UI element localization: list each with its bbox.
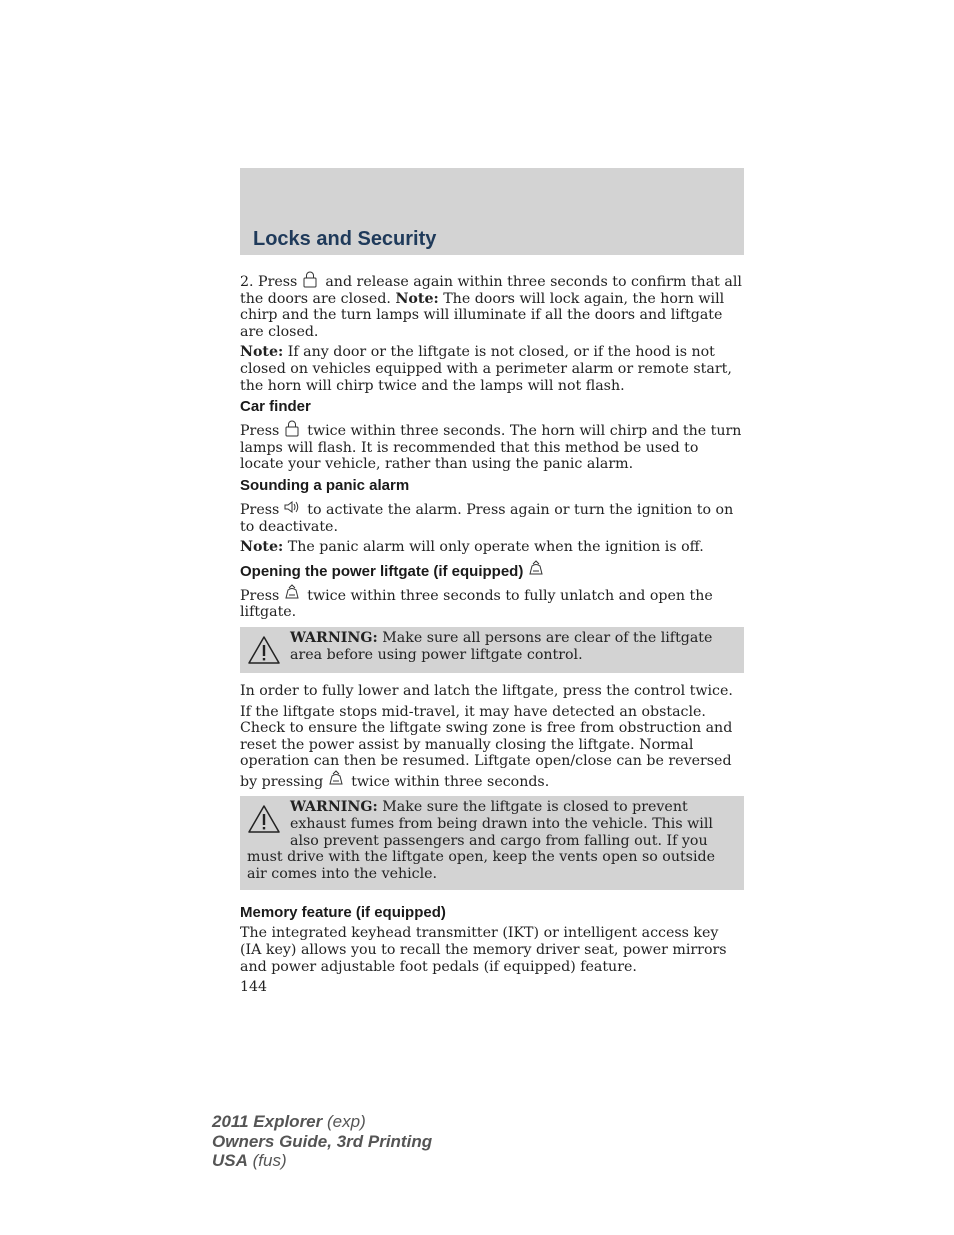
page-number: 144 — [240, 979, 268, 996]
liftgate-icon — [283, 584, 301, 602]
warning-box: WARNING: Make sure all persons are clear of the liftgate area before using power liftgate control. — [240, 627, 744, 673]
liftgate-paragraph: Press twice within three seconds to fully unlatch and open the liftgate. — [240, 584, 744, 621]
panic-note-paragraph: Note: The panic alarm will only operate when the ignition is off. — [240, 539, 704, 556]
panic-alarm-paragraph: Press to activate the alarm. Press again or turn the ignition to on to deactivate. — [240, 498, 744, 535]
memory-feature-heading: Memory feature (if equipped) — [240, 904, 446, 922]
note-paragraph: Note: If any door or the liftgate is not closed, or if the hood is not closed on vehicles equipped with a perimeter alarm or remote start, the horn will chirp twice and the lamps will not flash. — [240, 344, 732, 394]
panic-icon — [283, 498, 301, 516]
step-2-paragraph: 2. Press and release again within three seconds to confirm that all the doors are closed. Note: The doors will lock again, the horn will chirp and the turn lamps will illuminate if all the doors and liftgate are closed. — [240, 270, 744, 340]
car-finder-paragraph: Press twice within three seconds. The horn will chirp and the turn lamps will flash. It is recommended that this method be used to locate your vehicle, rather than using the panic alarm. — [240, 419, 744, 473]
section-title: Locks and Security — [253, 228, 437, 250]
warning-triangle-icon — [247, 803, 281, 835]
lock-icon — [301, 270, 319, 288]
liftgate-icon — [527, 560, 545, 578]
liftgate-heading: Opening the power liftgate (if equipped) — [240, 560, 744, 581]
section-header-band — [240, 168, 744, 255]
liftgate-obstacle-paragraph: If the liftgate stops mid-travel, it may have detected an obstacle. Check to ensure the liftgate swing zone is free from obstruction and reset the power assist by manually closing the liftgate. Normal operation can then be resumed. Liftgate open/close can be reversed by pressing twice within three seconds. — [240, 703, 733, 790]
document-footer: 2011 Explorer (exp) Owners Guide, 3rd Printing USA (fus) — [212, 1112, 433, 1170]
panic-alarm-heading: Sounding a panic alarm — [240, 476, 410, 494]
memory-feature-paragraph: The integrated keyhead transmitter (IKT) or intelligent access key (IA key) allows you to recall the memory driver seat, power mirrors and power adjustable foot pedals (if equipped) feature. — [240, 925, 727, 975]
car-finder-heading: Car finder — [240, 398, 311, 416]
liftgate-close-paragraph: In order to fully lower and latch the liftgate, press the control twice. — [240, 682, 733, 699]
warning-triangle-icon — [247, 634, 281, 666]
warning-box: WARNING: Make sure the liftgate is closed to prevent exhaust fumes from being drawn into the vehicle. This will also prevent passengers and cargo from falling out. If you must drive with the liftgate open, keep the vents open so outside air comes into the vehicle. — [240, 796, 744, 890]
lock-icon — [283, 419, 301, 437]
liftgate-icon — [327, 770, 345, 788]
page-content — [240, 270, 744, 1000]
